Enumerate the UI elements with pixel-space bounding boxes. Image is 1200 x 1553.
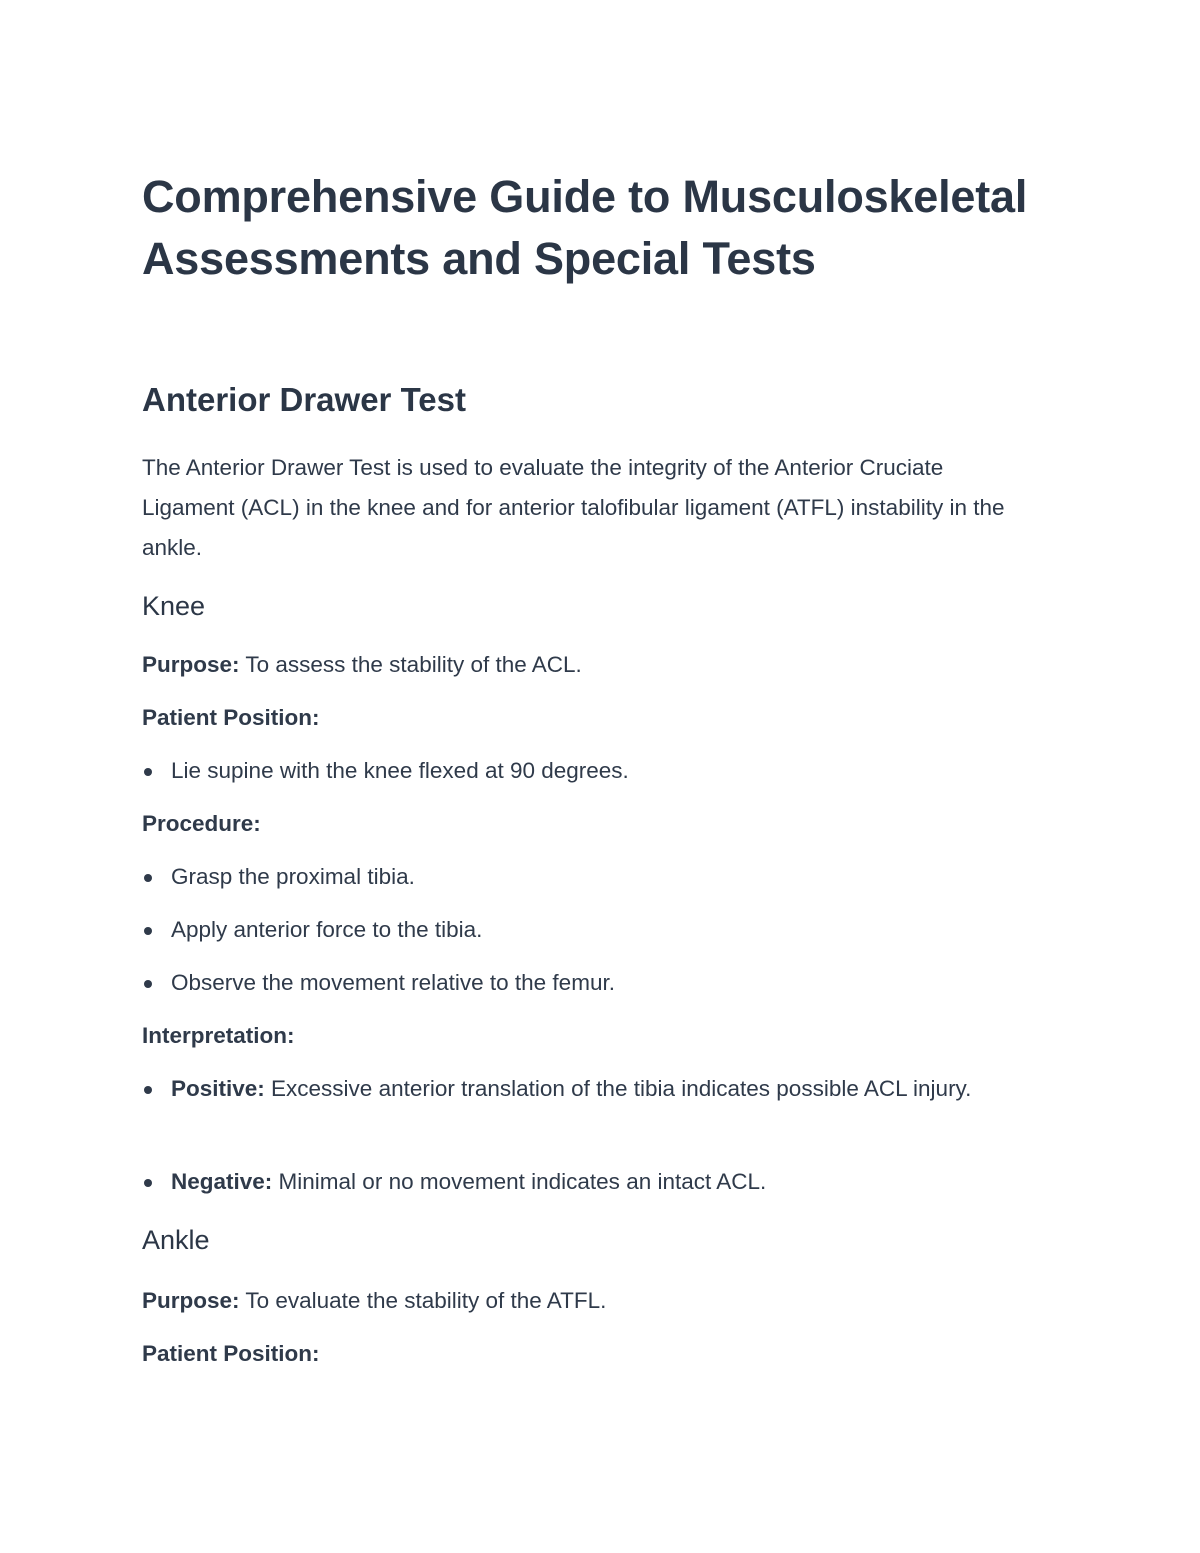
interpretation-negative-label: Negative:: [171, 1169, 273, 1194]
document-title: Comprehensive Guide to Musculoskeletal Assessments and Special Tests: [142, 171, 1028, 284]
knee-procedure-item: Grasp the proximal tibia.: [171, 864, 415, 889]
section-intro-paragraph: The Anterior Drawer Test is used to evaluate the integrity of the Anterior Cruciate Ligament (ACL) in the knee and for anterior talofibular ligament (ATFL) instability in the ankle.: [142, 455, 1005, 560]
knee-purpose: [142, 648, 582, 682]
bullet-icon: [144, 927, 152, 935]
knee-purpose-label: Purpose:: [142, 652, 240, 677]
bullet-icon: [144, 874, 152, 882]
list-item: [142, 1162, 1042, 1202]
interpretation-positive-text: Excessive anterior translation of the tibia indicates possible ACL injury.: [264, 1076, 972, 1101]
ankle-purpose: [142, 1284, 606, 1318]
knee-interpretation-label: Interpretation:: [142, 1023, 295, 1048]
ankle-patient-position-label: Patient Position:: [142, 1341, 320, 1366]
list-item: [142, 963, 1042, 1003]
ankle-purpose-text: To evaluate the stability of the ATFL.: [239, 1288, 607, 1313]
knee-interpretation-positive: [171, 1069, 1042, 1109]
knee-position-item: Lie supine with the knee flexed at 90 degrees.: [171, 758, 629, 783]
knee-patient-position-label: Patient Position:: [142, 705, 320, 730]
list-item: [142, 857, 1042, 897]
knee-procedure-label: Procedure:: [142, 811, 261, 836]
interpretation-positive-label: Positive:: [171, 1076, 265, 1101]
knee-procedure-item: Observe the movement relative to the femur.: [171, 970, 615, 995]
list-item: [142, 910, 1042, 950]
bullet-icon: [144, 1179, 152, 1187]
bullet-icon: [144, 980, 152, 988]
bullet-icon: [144, 1086, 152, 1094]
bullet-icon: [144, 768, 152, 776]
knee-procedure-item: Apply anterior force to the tibia.: [171, 917, 483, 942]
subheading-ankle: Ankle: [142, 1225, 210, 1255]
list-item: [142, 751, 1042, 791]
section-heading-anterior-drawer-test: Anterior Drawer Test: [142, 381, 466, 418]
ankle-purpose-label: Purpose:: [142, 1288, 240, 1313]
knee-purpose-text: To assess the stability of the ACL.: [239, 652, 582, 677]
interpretation-negative-text: Minimal or no movement indicates an intact ACL.: [272, 1169, 767, 1194]
subheading-knee: Knee: [142, 591, 206, 621]
list-item: [142, 1069, 1042, 1109]
knee-interpretation-negative: [171, 1162, 1042, 1202]
